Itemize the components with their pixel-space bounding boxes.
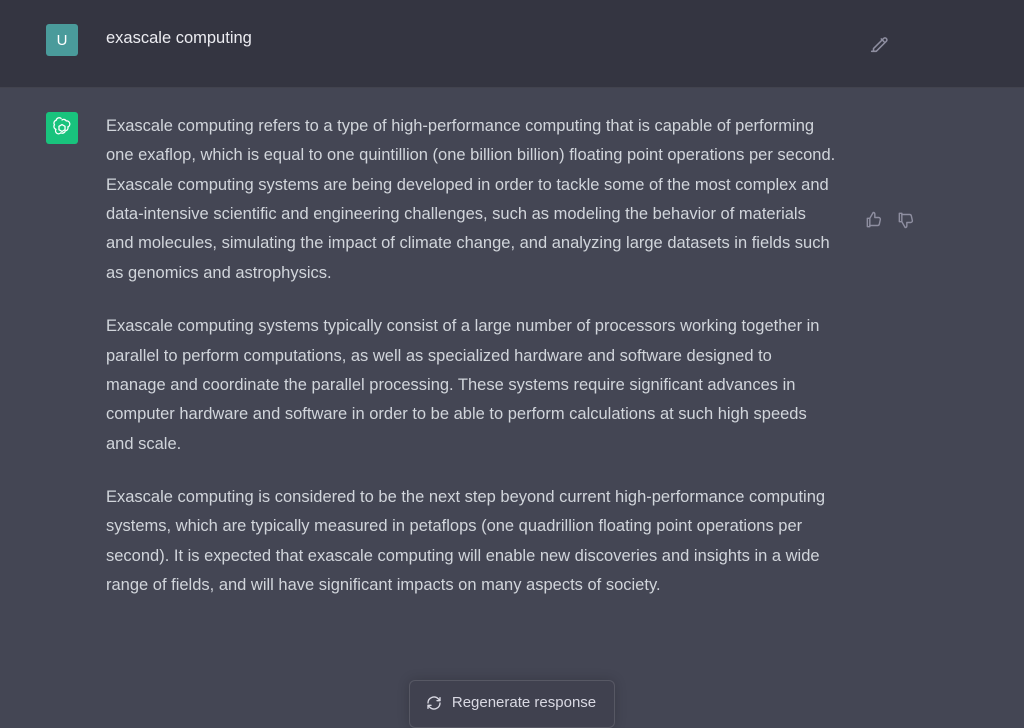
assistant-paragraph: Exascale computing refers to a type of high-performance computing that is capable of performing one exaflop, which is equal to one quintillion (one billion billion) floating point operations per second. Exascale computing systems are being developed in order to tackle some of the most complex and data-intensive scientific and engineering challenges, such as modeling the behavior of materials and molecules, simulating the impact of climate change, and analyzing large datasets in fields such as genomics and astrophysics.: [106, 117, 836, 282]
assistant-paragraph: Exascale computing is considered to be the next step beyond current high-performance computing systems, which are typically measured in petaflops (one quadrillion floating point operations per second). It is expected that exascale computing will enable new discoveries and insights in a wide range of fields, and will have significant impacts on many aspects of society.: [106, 487, 826, 595]
regenerate-response-label: Regenerate response: [451, 694, 597, 711]
user-message-text: exascale computing: [106, 29, 252, 47]
user-message-row: [0, 0, 1024, 88]
assistant-message-row: [0, 88, 1024, 728]
avatar-initial: U: [56, 31, 68, 49]
refresh-icon: [426, 695, 442, 711]
regenerate-response-button[interactable]: [409, 680, 615, 728]
assistant-message-text: [106, 112, 836, 600]
thumbs-down-icon[interactable]: [896, 210, 916, 230]
thumbs-up-icon[interactable]: [864, 210, 884, 230]
assistant-paragraph: Exascale computing systems typically consist of a large number of processors working together in parallel to perform computations, as well as specialized hardware and software designed to manage and coordinate the parallel processing. These systems require significant advances in computer hardware and software in order to be able to perform calculations at such high speeds and scale.: [106, 317, 820, 453]
avatar-assistant: [46, 112, 78, 144]
feedback-controls: [864, 210, 916, 230]
pencil-square-icon[interactable]: [868, 33, 890, 55]
avatar-user: [46, 24, 78, 56]
regenerate-bar: [0, 680, 1024, 728]
